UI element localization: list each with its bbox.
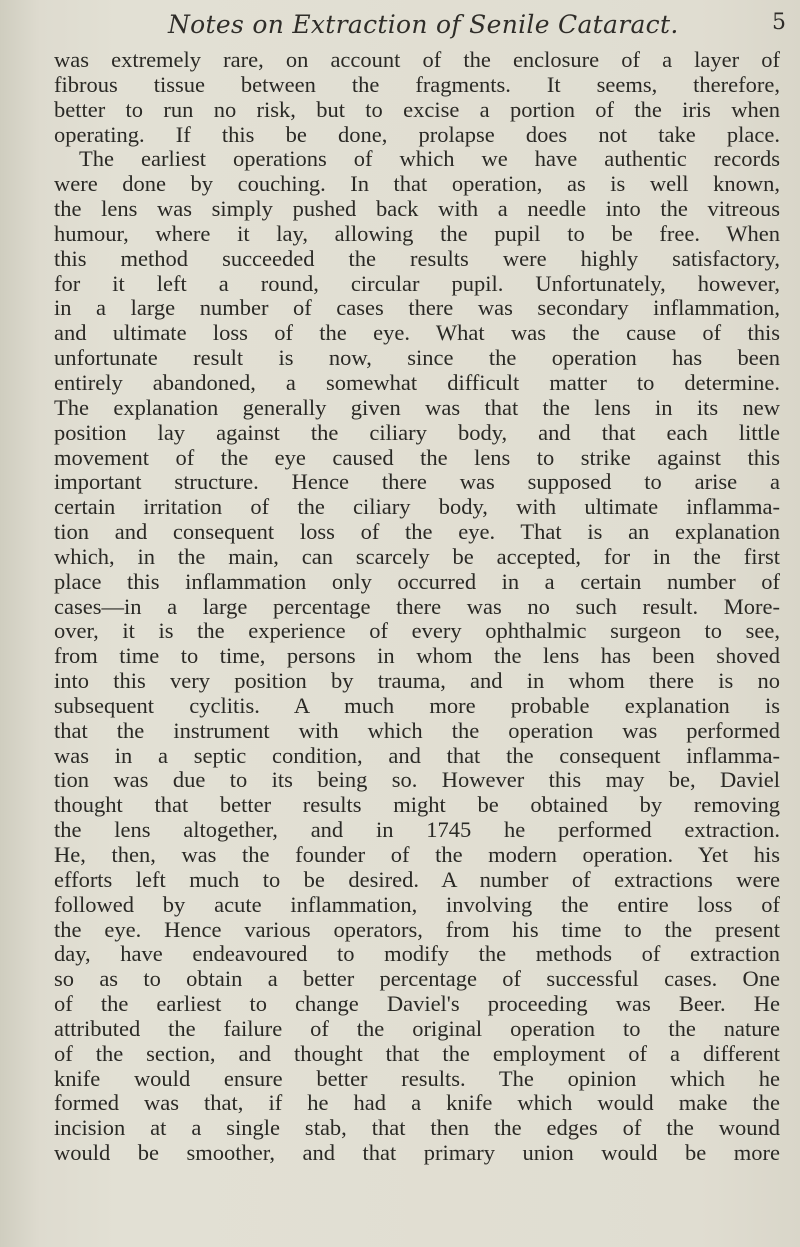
running-title: Notes on Extraction of Senile Cataract. — [168, 10, 679, 39]
text-line: humour, where it lay, allowing the pupil to be free. When — [54, 220, 780, 246]
text-line: better to run no risk, but to excise a portion of the iris when — [54, 96, 780, 122]
text-line: unfortunate result is now, since the operation has been — [54, 345, 780, 371]
text-line: The earliest operations of which we have authentic records — [79, 146, 780, 172]
text-line: that the instrument with which the operation was performed — [54, 717, 780, 743]
text-line: the lens was simply pushed back with a needle into the vitreous — [54, 196, 780, 222]
text-line: into this very position by trauma, and in whom there is no — [54, 668, 780, 694]
text-line: day, have endeavoured to modify the methods of extraction — [54, 941, 780, 967]
text-line: tion and consequent loss of the eye. That is an explanation — [54, 519, 780, 545]
text-line: place this inflammation only occurred in a certain number of — [54, 568, 780, 594]
text-line: the lens altogether, and in 1745 he performed extraction. — [54, 817, 780, 843]
text-line: attributed the failure of the original operation to the nature — [54, 1015, 780, 1041]
running-header — [0, 10, 800, 50]
text-line: incision at a single stab, that then the edges of the wound — [54, 1115, 780, 1141]
text-line: formed was that, if he had a knife which would make the — [54, 1090, 780, 1116]
text-line: of the section, and thought that the employment of a different — [54, 1040, 780, 1066]
text-line: the eye. Hence various operators, from his time to the present — [54, 916, 780, 942]
text-line: entirely abandoned, a somewhat difficult matter to determine. — [54, 369, 780, 395]
text-line: knife would ensure better results. The opinion which he — [54, 1065, 780, 1091]
text-line: over, it is the experience of every ophthalmic surgeon to see, — [54, 618, 780, 644]
text-line: this method succeeded the results were highly satisfactory, — [54, 245, 780, 271]
text-line: and ultimate loss of the eye. What was the cause of this — [54, 320, 780, 346]
text-line: from time to time, persons in whom the lens has been shoved — [54, 643, 780, 669]
text-line: fibrous tissue between the fragments. It seems, therefore, — [54, 71, 780, 97]
text-line: in a large number of cases there was secondary inflammation, — [54, 295, 780, 321]
text-line: efforts left much to be desired. A number of extractions were — [54, 866, 780, 892]
text-line: The explanation generally given was that the lens in its new — [54, 394, 780, 420]
text-line: for it left a round, circular pupil. Unfortunately, however, — [54, 270, 780, 296]
text-line: of the earliest to change Daviel's proceeding was Beer. He — [54, 991, 780, 1017]
text-line: important structure. Hence there was supposed to arise a — [54, 469, 780, 495]
text-line: cases—in a large percentage there was no such result. More- — [54, 593, 780, 619]
text-line: so as to obtain a better percentage of successful cases. One — [54, 966, 780, 992]
text-line: was extremely rare, on account of the enclosure of a layer of — [54, 47, 780, 72]
text-line: which, in the main, can scarcely be accepted, for in the first — [54, 543, 780, 569]
text-line: He, then, was the founder of the modern operation. Yet his — [54, 842, 780, 867]
text-line: followed by acute inflammation, involving the entire loss of — [54, 891, 780, 917]
text-line: certain irritation of the ciliary body, with ultimate inflamma- — [54, 494, 780, 520]
page-number: 5 — [772, 10, 786, 35]
body-text — [54, 48, 780, 1166]
text-line: were done by couching. In that operation, as is well known, — [54, 171, 780, 197]
text-line: subsequent cyclitis. A much more probable explanation is — [54, 692, 780, 718]
text-line: thought that better results might be obtained by removing — [54, 792, 780, 818]
text-line: operating. If this be done, prolapse does not take place. — [54, 121, 780, 147]
text-line: tion was due to its being so. However this may be, Daviel — [54, 767, 780, 793]
text-line: movement of the eye caused the lens to strike against this — [54, 444, 780, 470]
text-line: would be smoother, and that primary union would be more — [54, 1140, 780, 1166]
text-line: was in a septic condition, and that the consequent inflamma- — [54, 742, 780, 768]
text-line: position lay against the ciliary body, and that each little — [54, 419, 780, 445]
